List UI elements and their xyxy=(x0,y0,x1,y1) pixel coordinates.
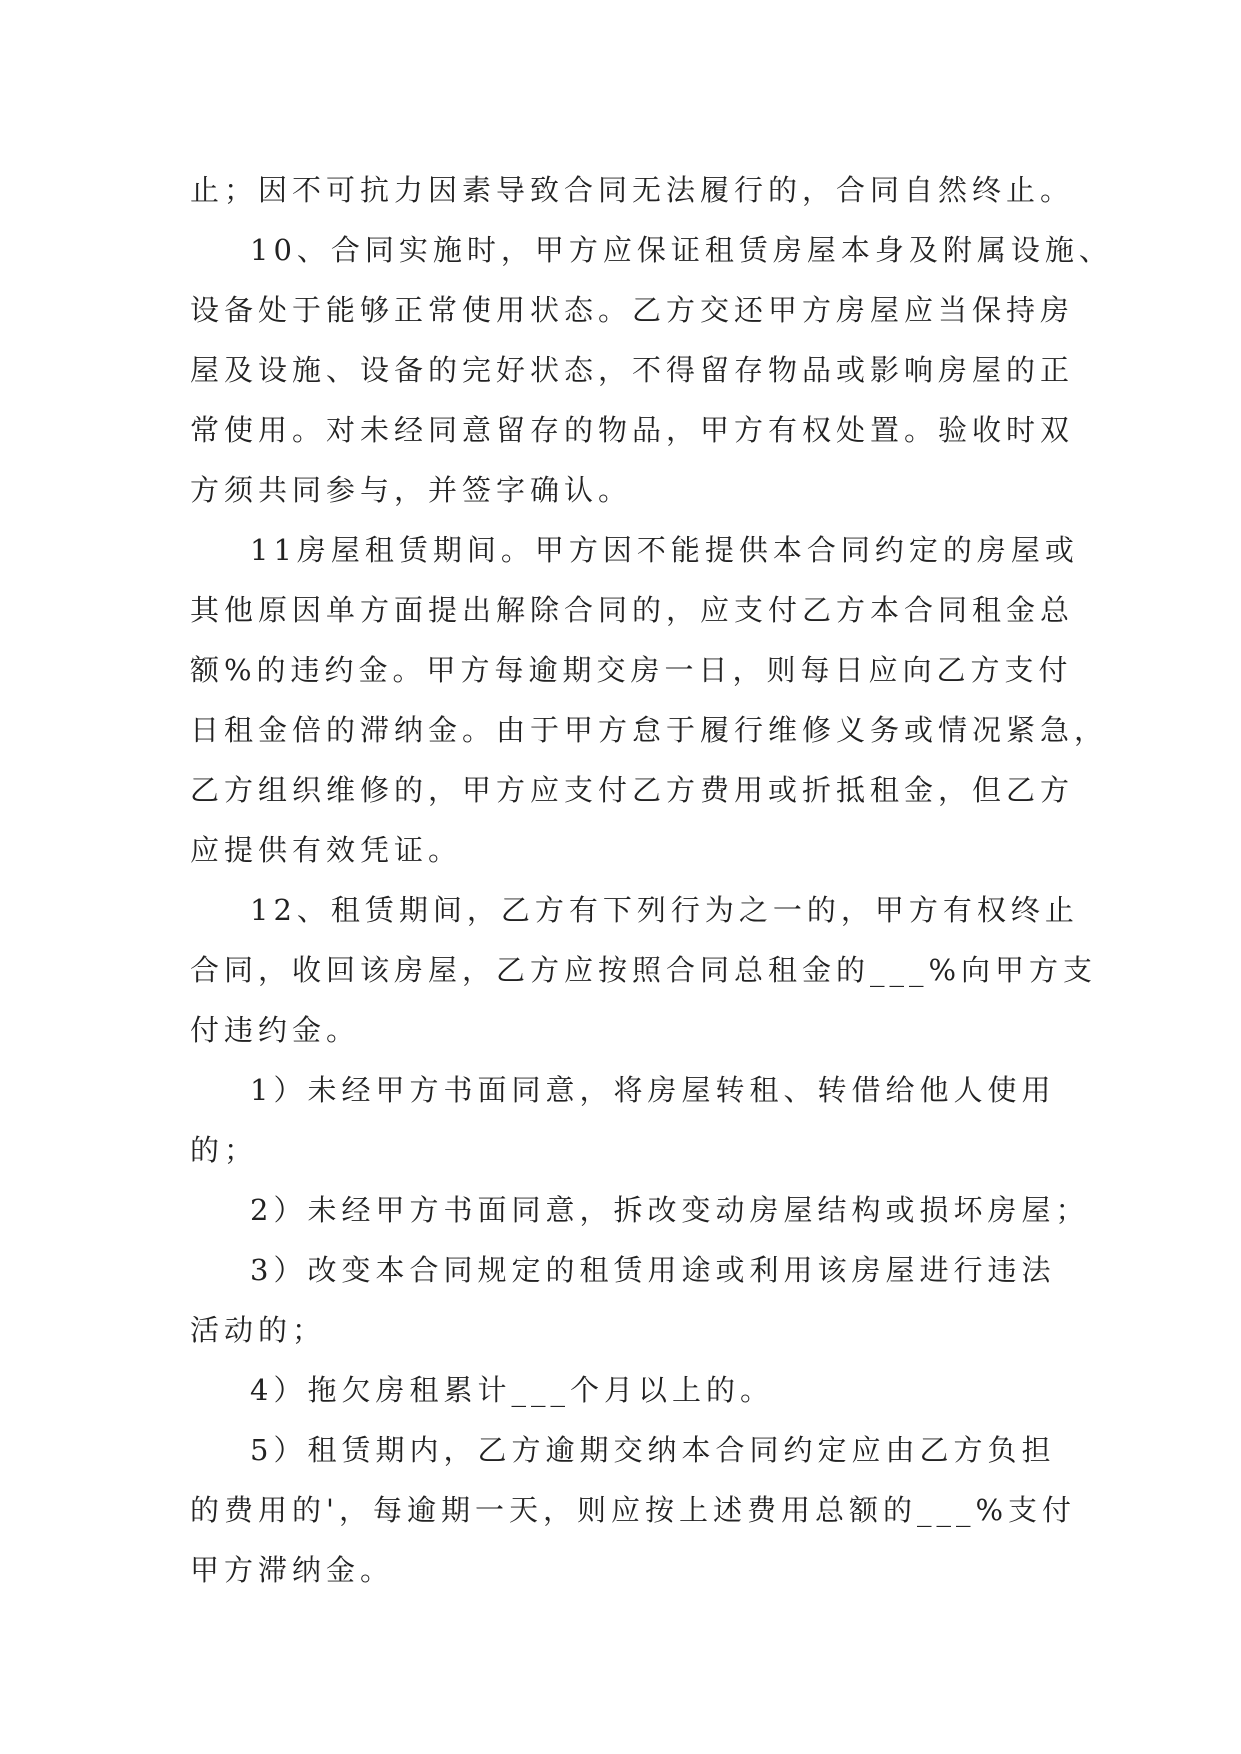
paragraph xyxy=(190,160,1075,220)
text-line: 甲方滞纳金。 xyxy=(190,1553,395,1587)
paragraph xyxy=(190,1060,1056,1180)
text-line: 其他原因单方面提出解除合同的，应支付乙方本合同租金总 xyxy=(190,593,1075,627)
text-line: 活动的； xyxy=(190,1313,327,1347)
text-line: 合同，收回该房屋，乙方应按照合同总租金的___%向甲方支 xyxy=(190,953,1098,987)
text-line: 日租金倍的滞纳金。由于甲方怠于履行维修义务或情况紧急， xyxy=(190,713,1109,747)
paragraph xyxy=(190,1240,1056,1360)
text-line: 设备处于能够正常使用状态。乙方交还甲方房屋应当保持房 xyxy=(190,293,1075,327)
text-line: 常使用。对未经同意留存的物品，甲方有权处置。验收时双 xyxy=(190,413,1075,447)
text-line: 11房屋租赁期间。甲方因不能提供本合同约定的房屋或 xyxy=(250,533,1079,567)
text-line: 10、合同实施时，甲方应保证租赁房屋本身及附属设施、 xyxy=(250,233,1113,267)
paragraph xyxy=(190,1180,1090,1240)
text-line: 止；因不可抗力因素导致合同无法履行的，合同自然终止。 xyxy=(190,173,1075,207)
text-line: 乙方组织维修的，甲方应支付乙方费用或折抵租金，但乙方 xyxy=(190,773,1075,807)
paragraph xyxy=(190,220,1113,520)
text-line: 12、租赁期间，乙方有下列行为之一的，甲方有权终止 xyxy=(250,893,1079,927)
text-line: 1）未经甲方书面同意，将房屋转租、转借给他人使用 xyxy=(250,1073,1056,1107)
paragraph xyxy=(190,1360,1050,1420)
text-line: 付违约金。 xyxy=(190,1013,361,1047)
text-line: 5）租赁期内，乙方逾期交纳本合同约定应由乙方负担 xyxy=(250,1433,1056,1467)
text-line: 3）改变本合同规定的租赁用途或利用该房屋进行违法 xyxy=(250,1253,1056,1287)
text-line: 的费用的'，每逾期一天，则应按上述费用总额的___%支付 xyxy=(190,1493,1077,1527)
paragraph xyxy=(190,1420,1077,1600)
document-body xyxy=(190,160,1113,1600)
text-line: 额%的违约金。甲方每逾期交房一日，则每日应向乙方支付 xyxy=(190,653,1073,687)
text-line: 屋及设施、设备的完好状态，不得留存物品或影响房屋的正 xyxy=(190,353,1075,387)
paragraph xyxy=(190,880,1098,1060)
text-line: 的； xyxy=(190,1133,259,1167)
text-line: 4）拖欠房租累计___个月以上的。 xyxy=(250,1373,774,1407)
text-line: 2）未经甲方书面同意，拆改变动房屋结构或损坏房屋； xyxy=(250,1193,1090,1227)
text-line: 应提供有效凭证。 xyxy=(190,833,463,867)
paragraph xyxy=(190,520,1109,880)
text-line: 方须共同参与，并签字确认。 xyxy=(190,473,633,507)
